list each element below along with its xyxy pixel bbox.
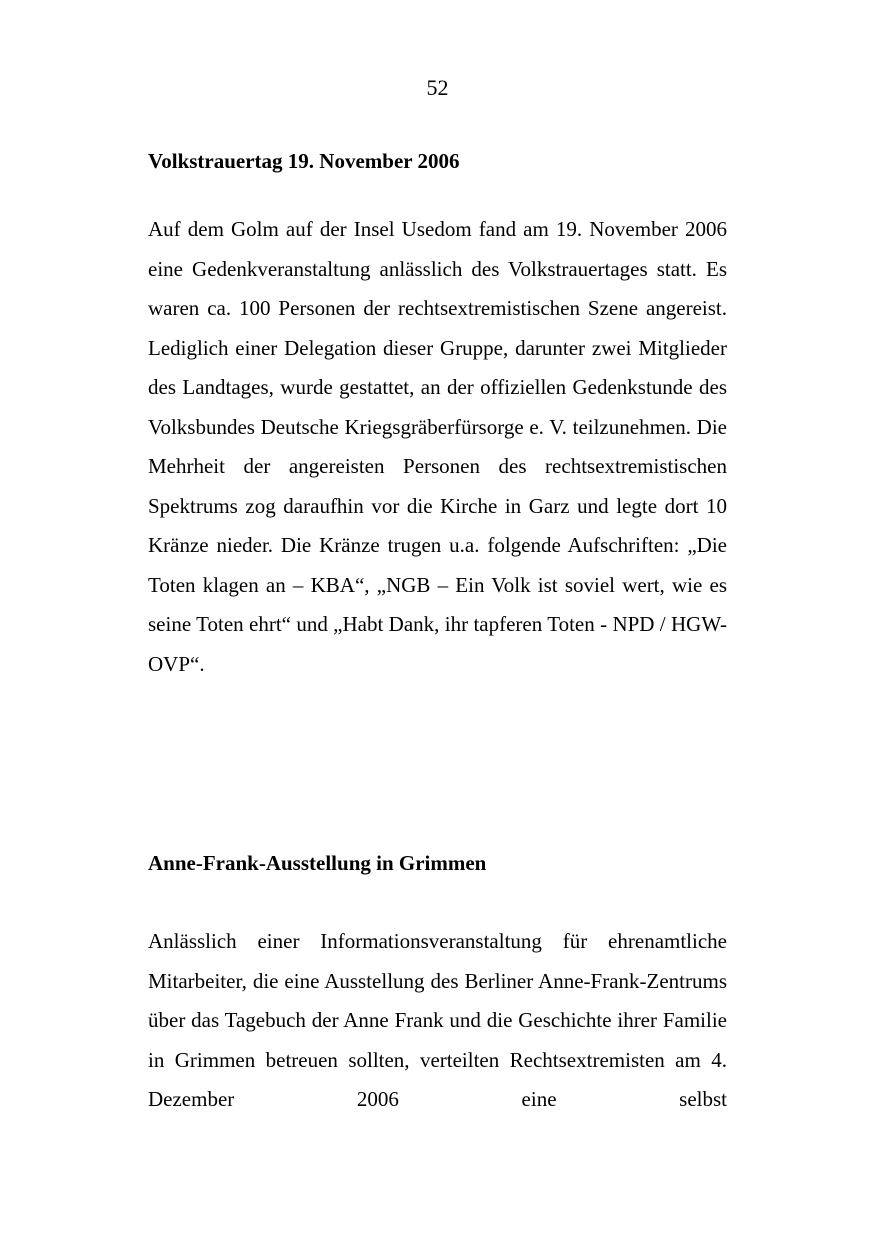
section-body-anne-frank: Anlässlich einer Informationsveranstaltung für ehrenamtliche Mitarbeiter, die eine Ausstellung des Berliner Anne-Frank-Zentrums über das Tagebuch der Anne Frank und die Geschichte ihrer Familie in Grimmen betreuen sollten, verteilten Rechtsextremisten am 4. Dezember 2006 eine selbst [148,929,727,1111]
section-body-volkstrauertag: Auf dem Golm auf der Insel Usedom fand am 19. November 2006 eine Gedenkveranstaltung anlässlich des Volkstrauertages statt. Es waren ca. 100 Personen der rechtsextremistischen Szene angereist. Lediglich einer Delegation dieser Gruppe, darunter zwei Mitglieder des Landtages, wurde gestattet, an der offiziellen Gedenkstunde des Volksbundes Deutsche Kriegsgräberfürsorge e. V. teilzunehmen. Die Mehrheit der angereisten Personen des rechtsextremistischen Spektrums zog daraufhin vor die Kirche in Garz und legte dort 10 Kränze nieder. Die Kränze trugen u.a. folgende Aufschriften: „Die Toten klagen an – KBA“, „NGB – Ein Volk ist soviel wert, wie es seine Toten ehrt“ und „Habt Dank, ihr tapferen Toten - NPD / HGW-OVP“. [148,217,727,676]
section-heading-volkstrauertag: Volkstrauertag 19. November 2006 [148,149,460,173]
section-heading-anne-frank: Anne-Frank-Ausstellung in Grimmen [148,851,487,875]
page-number: 52 [426,75,449,100]
